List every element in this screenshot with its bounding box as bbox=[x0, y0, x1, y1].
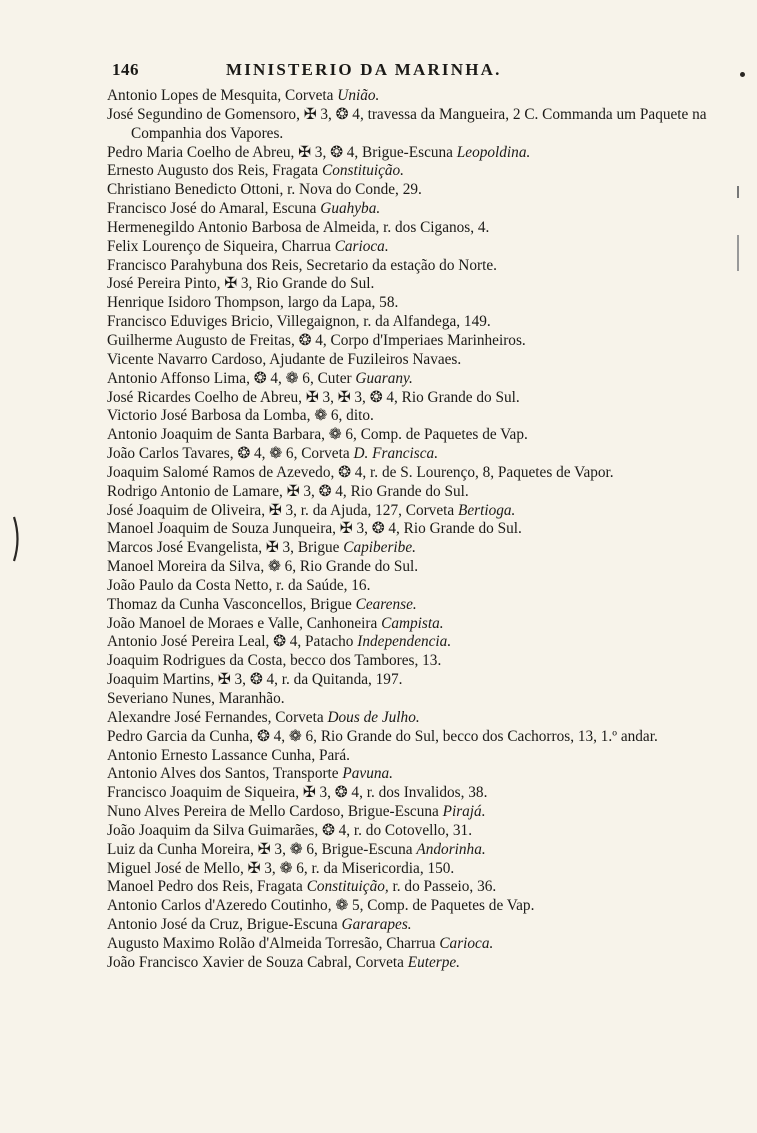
entry-text: Rodrigo Antonio de Lamare, ✠ 3, ❂ 4, Rio Grande do Sul. bbox=[107, 482, 469, 500]
entry-text: Antonio Carlos d'Azeredo Coutinho, ❁ 5, Comp. de Paquetes de Vap. bbox=[107, 897, 535, 915]
officer-entry bbox=[107, 520, 713, 539]
ship-name: Carioca. bbox=[439, 934, 494, 952]
entry-text: José Ricardes Coelho de Abreu, ✠ 3, ✠ 3, ❂ 4, Rio Grande do Sul. bbox=[107, 388, 520, 406]
ship-name: Independencia. bbox=[357, 633, 452, 651]
entry-text: Augusto Maximo Rolão d'Almeida Torresão, Charrua bbox=[107, 934, 440, 952]
officer-entry bbox=[107, 841, 713, 860]
ship-name: Euterpe. bbox=[407, 953, 460, 971]
officer-entry bbox=[107, 106, 713, 144]
officer-entry bbox=[107, 897, 713, 916]
entry-text: João Francisco Xavier de Souza Cabral, Corveta bbox=[107, 953, 408, 971]
officer-entry bbox=[107, 765, 713, 784]
margin-tick-mark bbox=[737, 186, 739, 198]
officer-entry bbox=[107, 200, 713, 219]
officer-entry bbox=[107, 709, 713, 728]
entry-text: Felix Lourenço de Siqueira, Charrua bbox=[107, 237, 335, 255]
officer-entry bbox=[107, 860, 713, 879]
entry-text: Miguel José de Mello, ✠ 3, ❁ 6, r. da Misericordia, 150. bbox=[107, 859, 455, 877]
entry-text: Francisco Eduviges Bricio, Villegaignon, r. da Alfandega, 149. bbox=[107, 313, 491, 331]
officer-entry bbox=[107, 558, 713, 577]
officer-entry bbox=[107, 162, 713, 181]
ship-name: Leopoldina. bbox=[456, 143, 531, 161]
ship-name: Constituição, bbox=[306, 878, 389, 896]
entry-text: Luiz da Cunha Moreira, ✠ 3, ❁ 6, Brigue-Escuna bbox=[107, 840, 417, 858]
entry-text: Francisco Parahybuna dos Reis, Secretario da estação do Norte. bbox=[107, 256, 497, 274]
ship-name: Cearense. bbox=[355, 595, 417, 613]
entry-text: Francisco José do Amaral, Escuna bbox=[107, 200, 321, 218]
entry-text: Victorio José Barbosa da Lomba, ❁ 6, dito. bbox=[107, 407, 374, 425]
entry-text: Guilherme Augusto de Freitas, ❂ 4, Corpo d'Imperiaes Marinheiros. bbox=[107, 331, 526, 349]
officer-entry bbox=[107, 822, 713, 841]
officer-entry bbox=[107, 671, 713, 690]
entry-text: Manoel Joaquim de Souza Junqueira, ✠ 3, ❂ 4, Rio Grande do Sul. bbox=[107, 520, 522, 538]
ship-name: Gararapes. bbox=[341, 916, 412, 934]
entry-text: João Carlos Tavares, ❂ 4, ❁ 6, Corveta bbox=[107, 445, 354, 463]
officer-entry bbox=[107, 294, 713, 313]
officer-entry bbox=[107, 144, 713, 163]
entry-text: Manoel Moreira da Silva, ❁ 6, Rio Grande do Sul. bbox=[107, 558, 419, 576]
running-title: MINISTERIO DA MARINHA. bbox=[226, 60, 502, 79]
ship-name: Capiberibe. bbox=[343, 539, 416, 557]
officer-entry bbox=[107, 615, 713, 634]
ship-name: Carioca. bbox=[334, 237, 389, 255]
entry-text: Pedro Garcia da Cunha, ❂ 4, ❁ 6, Rio Grande do Sul, becco dos Cachorros, 13, 1.º andar. bbox=[107, 727, 658, 745]
officer-entry bbox=[107, 332, 713, 351]
officer-entry bbox=[107, 803, 713, 822]
officer-entry bbox=[107, 728, 713, 747]
entry-text: Ernesto Augusto dos Reis, Fragata bbox=[107, 162, 322, 180]
margin-bracket-mark bbox=[12, 515, 22, 563]
entry-text: Christiano Benedicto Ottoni, r. Nova do Conde, 29. bbox=[107, 181, 422, 199]
entry-text: Hermenegildo Antonio Barbosa de Almeida, r. dos Ciganos, 4. bbox=[107, 218, 490, 236]
entry-text: Severiano Nunes, Maranhão. bbox=[107, 690, 285, 707]
ship-name: Campista. bbox=[381, 614, 444, 632]
ship-name: D. Francisca. bbox=[353, 445, 439, 463]
ship-name: Guarany. bbox=[355, 369, 413, 387]
entry-text: Henrique Isidoro Thompson, largo da Lapa, 58. bbox=[107, 294, 399, 312]
officer-entry bbox=[107, 633, 713, 652]
entry-text: Thomaz da Cunha Vasconcellos, Brigue bbox=[107, 595, 356, 613]
entry-text: João Manoel de Moraes e Valle, Canhoneira bbox=[107, 614, 382, 632]
margin-line-mark bbox=[737, 235, 739, 271]
officer-entry bbox=[107, 238, 713, 257]
officer-entry bbox=[107, 916, 713, 935]
officer-entry bbox=[107, 596, 713, 615]
entry-text: José Joaquim de Oliveira, ✠ 3, r. da Ajuda, 127, Corveta bbox=[107, 501, 458, 519]
officer-entry bbox=[107, 954, 713, 973]
officer-entry bbox=[107, 747, 713, 766]
officer-entry bbox=[107, 219, 713, 238]
entry-text: João Paulo da Costa Netto, r. da Saúde, 16. bbox=[107, 576, 371, 594]
officer-entry bbox=[107, 539, 713, 558]
entry-text: Nuno Alves Pereira de Mello Cardoso, Brigue-Escuna bbox=[107, 803, 443, 821]
officer-entry bbox=[107, 502, 713, 521]
entry-text: Joaquim Rodrigues da Costa, becco dos Tambores, 13. bbox=[107, 652, 442, 670]
entry-text: Antonio Lopes de Mesquita, Corveta bbox=[107, 87, 338, 104]
entry-text: Francisco Joaquim de Siqueira, ✠ 3, ❂ 4, r. dos Invalidos, 38. bbox=[107, 784, 488, 802]
officer-entry bbox=[107, 407, 713, 426]
margin-dot-mark bbox=[740, 72, 745, 77]
officer-entry bbox=[107, 389, 713, 408]
ship-name: Dous de Julho. bbox=[327, 708, 420, 726]
officer-list bbox=[107, 87, 713, 973]
officer-entry bbox=[107, 426, 713, 445]
officer-entry bbox=[107, 370, 713, 389]
officer-entry bbox=[107, 483, 713, 502]
entry-text: Manoel Pedro dos Reis, Fragata bbox=[107, 878, 307, 896]
ship-name: Andorinha. bbox=[416, 840, 486, 858]
entry-text: José Pereira Pinto, ✠ 3, Rio Grande do Sul. bbox=[107, 275, 375, 293]
ship-name: União. bbox=[337, 87, 380, 104]
officer-entry bbox=[107, 784, 713, 803]
entry-text: Antonio José da Cruz, Brigue-Escuna bbox=[107, 916, 342, 934]
entry-text: José Segundino de Gomensoro, ✠ 3, ❂ 4, travessa da Mangueira, 2 C. Commanda um Paquete na Companhia dos Vapores. bbox=[107, 105, 707, 142]
entry-text: Joaquim Martins, ✠ 3, ❂ 4, r. da Quitanda, 197. bbox=[107, 671, 403, 689]
ship-name: Bertioga. bbox=[457, 501, 516, 519]
entry-text: Antonio Joaquim de Santa Barbara, ❁ 6, Comp. de Paquetes de Vap. bbox=[107, 426, 528, 444]
officer-entry bbox=[107, 445, 713, 464]
page-number: 146 bbox=[112, 60, 139, 79]
entry-text: Antonio José Pereira Leal, ❂ 4, Patacho bbox=[107, 633, 358, 651]
entry-text: Antonio Alves dos Santos, Transporte bbox=[107, 765, 343, 783]
officer-entry bbox=[107, 181, 713, 200]
officer-entry bbox=[107, 652, 713, 671]
officer-entry bbox=[107, 313, 713, 332]
ship-name: Guahyba. bbox=[320, 200, 381, 218]
officer-entry bbox=[107, 690, 713, 709]
entry-text: Antonio Ernesto Lassance Cunha, Pará. bbox=[107, 746, 350, 764]
ship-name: Pavuna. bbox=[342, 765, 393, 783]
page-header bbox=[112, 60, 702, 86]
entry-text-tail: r. do Passeio, 36. bbox=[388, 878, 497, 896]
officer-entry bbox=[107, 275, 713, 294]
officer-entry bbox=[107, 878, 713, 897]
entry-text: Marcos José Evangelista, ✠ 3, Brigue bbox=[107, 539, 344, 557]
ship-name: Pirajá. bbox=[442, 803, 486, 821]
officer-entry bbox=[107, 351, 713, 370]
officer-entry bbox=[107, 935, 713, 954]
entry-text: João Joaquim da Silva Guimarães, ❂ 4, r. do Cotovello, 31. bbox=[107, 821, 473, 839]
entry-text: Antonio Affonso Lima, ❂ 4, ❁ 6, Cuter bbox=[107, 369, 356, 387]
officer-entry bbox=[107, 577, 713, 596]
entry-text: Joaquim Salomé Ramos de Azevedo, ❂ 4, r. de S. Lourenço, 8, Paquetes de Vapor. bbox=[107, 463, 614, 481]
officer-entry bbox=[107, 257, 713, 276]
ship-name: Constituição. bbox=[322, 162, 405, 180]
officer-entry bbox=[107, 87, 713, 106]
entry-text: Alexandre José Fernandes, Corveta bbox=[107, 708, 328, 726]
entry-text: Vicente Navarro Cardoso, Ajudante de Fuzileiros Navaes. bbox=[107, 350, 462, 368]
entry-text: Pedro Maria Coelho de Abreu, ✠ 3, ❂ 4, Brigue-Escuna bbox=[107, 143, 457, 161]
officer-entry bbox=[107, 464, 713, 483]
